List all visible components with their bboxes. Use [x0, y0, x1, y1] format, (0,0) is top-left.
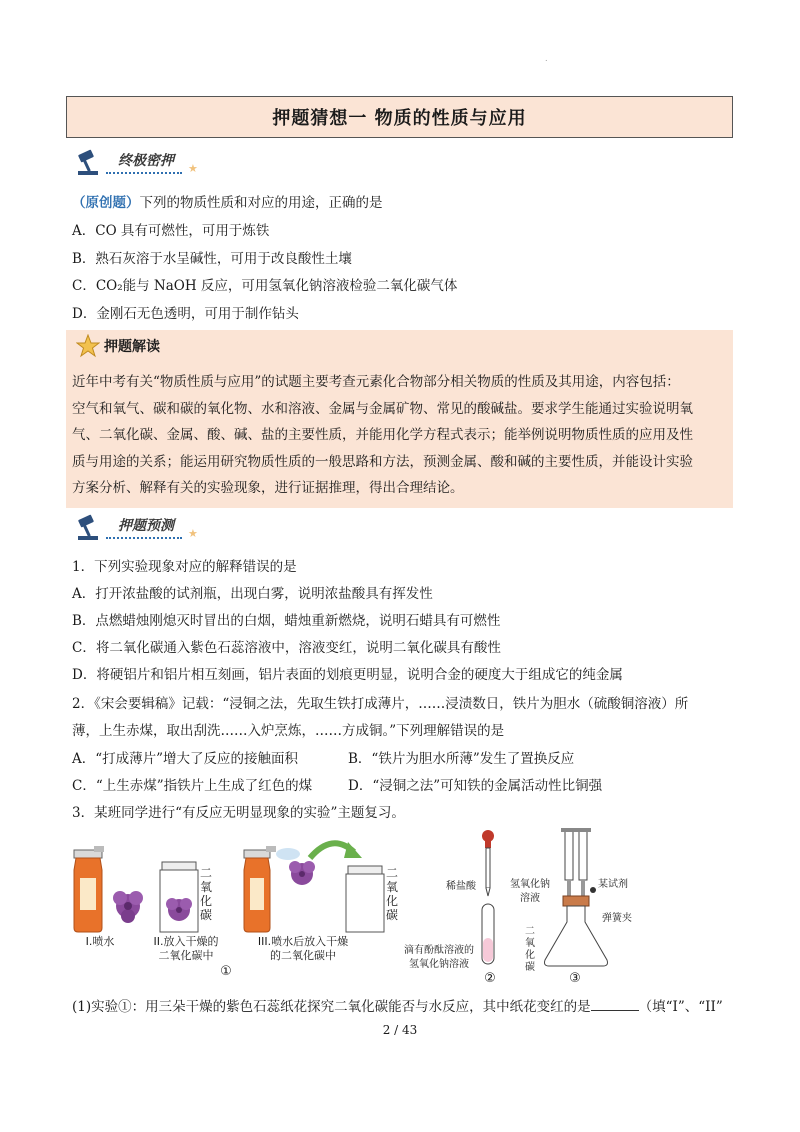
- step3-label: III.喷水后放入干燥 的二氧化碳中: [257, 935, 349, 962]
- figure-number-1: ①: [220, 964, 232, 979]
- co2-label-2: 二氧化碳: [385, 866, 398, 922]
- star-badge-icon: [76, 334, 100, 358]
- q2-option-b: B．“铁片为胆水所薄”发生了置换反应: [348, 751, 575, 767]
- gas-jar-icon: [160, 862, 198, 932]
- clip-label: 弹簧夹: [602, 913, 632, 924]
- q2-stem-line2: 薄，上生赤煤，取出刮洗……入炉烹炼，……方成铜。”下列理解错误的是: [72, 723, 505, 739]
- acid-label: 稀盐酸: [446, 881, 476, 892]
- experiment-1-illustration: [70, 832, 410, 942]
- star-icon: ★: [188, 161, 198, 175]
- step1-label: I.喷水: [85, 935, 115, 948]
- q3-sub1: (1)实验①：用三朵干燥的紫色石蕊纸花探究二氧化碳能否与水反应，其中纸花变红的是 （填“I”、“II”: [72, 996, 723, 1017]
- source-tag: （原创题）: [72, 195, 140, 211]
- q1-option-c: C．将二氧化碳通入紫色石蕊溶液中，溶液变红，说明二氧化碳具有酸性: [72, 640, 501, 656]
- interpretation-heading: 押题解读: [76, 334, 160, 358]
- interpretation-text: 近年中考有关“物质性质与应用”的试题主要考查元素化合物部分相关物质的性质及其用途，内容包括： 空气和氧气、碳和碳的氧化物、水和溶液、金属与金属矿物、常见的酸碱盐。要求学生能通过实验说明氧 气、二氧化碳、金属、酸、碱、盐的主要性质，并能用化学方程式表示；能举例说明物质性质的应用及性 质与用途的关系；能运用研究物质性质的一般思路和方法，预测金属、酸和碱的主要性质，并能设计实验 方案分析、解释有关的实验现象，进行证据推理，得出合理结论。: [72, 374, 693, 496]
- co2-label-3: 二氧化碳: [525, 926, 535, 973]
- header-dot: .: [545, 54, 548, 63]
- q1-option-a: A．打开浓盐酸的试剂瓶，出现白雾，说明浓盐酸具有挥发性: [72, 586, 433, 602]
- solution-label: 滴有酚酞溶液的 氢氧化钠溶液: [404, 945, 474, 970]
- option-b: B．熟石灰溶于水呈碱性，可用于改良酸性土壤: [72, 251, 352, 267]
- reagent-label: 某试剂: [598, 879, 628, 890]
- q1-stem: 1．下列实验现象对应的解释错误的是: [72, 559, 297, 575]
- option-c: C．CO₂能与 NaOH 反应，可用氢氧化钠溶液检验二氧化碳气体: [72, 278, 458, 294]
- original-question-stem: （原创题）下列的物质性质和对应的用途，正确的是: [72, 195, 383, 211]
- figure-number-2: ②: [484, 971, 496, 986]
- figure-experiment-3: [505, 826, 655, 991]
- gavel-icon: [76, 148, 102, 176]
- figure-experiment-1: [70, 832, 410, 992]
- figure-number-3: ③: [569, 971, 581, 986]
- q2-option-a: A．“打成薄片”增大了反应的接触面积: [72, 751, 299, 767]
- flower-icon: [113, 891, 143, 923]
- flower-icon: [289, 861, 315, 885]
- naoh-label: 氢氧化钠 溶液: [510, 879, 550, 904]
- q1-option-b: B．点燃蜡烛刚熄灭时冒出的白烟，蜡烛重新燃烧，说明石蜡具有可燃性: [72, 613, 501, 629]
- banner-predictions: [76, 510, 198, 544]
- gas-jar-icon: [346, 866, 384, 932]
- answer-blank[interactable]: [591, 996, 639, 1011]
- q1-option-d: D．将硬铝片和铝片相互刻画，铝片表面的划痕更明显，说明合金的硬度大于组成它的纯金属: [72, 667, 623, 683]
- q2-stem-line1: 2．《宋会要辑稿》记载：“浸铜之法，先取生铁打成薄片，……浸渍数日，铁片为胆水（硫酸铜溶液）所: [72, 696, 689, 712]
- q2-option-c: C．“上生赤煤”指铁片上生成了红色的煤: [72, 778, 313, 794]
- option-d: D．金刚石无色透明，可用于制作钻头: [72, 306, 299, 322]
- banner-final-prediction: [76, 145, 198, 179]
- step2-label: II.放入干燥的 二氧化碳中: [153, 935, 219, 962]
- banner-label: 终极密押: [106, 150, 182, 174]
- option-a: A．CO 具有可燃性，可用于炼铁: [72, 223, 270, 239]
- spray-bottle-icon: [244, 846, 300, 932]
- figure-experiment-2: [396, 826, 506, 991]
- banner-label: 押题预测: [106, 515, 182, 539]
- gavel-icon: [76, 513, 102, 541]
- q3-stem: 3．某班同学进行“有反应无明显现象的实验”主题复习。: [72, 805, 405, 821]
- spray-bottle-icon: [74, 846, 104, 932]
- page-number: 2 / 43: [382, 1023, 418, 1037]
- page-title: 押题猜想一 物质的性质与应用: [66, 96, 733, 138]
- q2-option-d: D．“浸铜之法”可知铁的金属活动性比铜强: [348, 778, 603, 794]
- co2-label-1: 二氧化碳: [199, 866, 212, 922]
- star-icon: ★: [188, 526, 198, 540]
